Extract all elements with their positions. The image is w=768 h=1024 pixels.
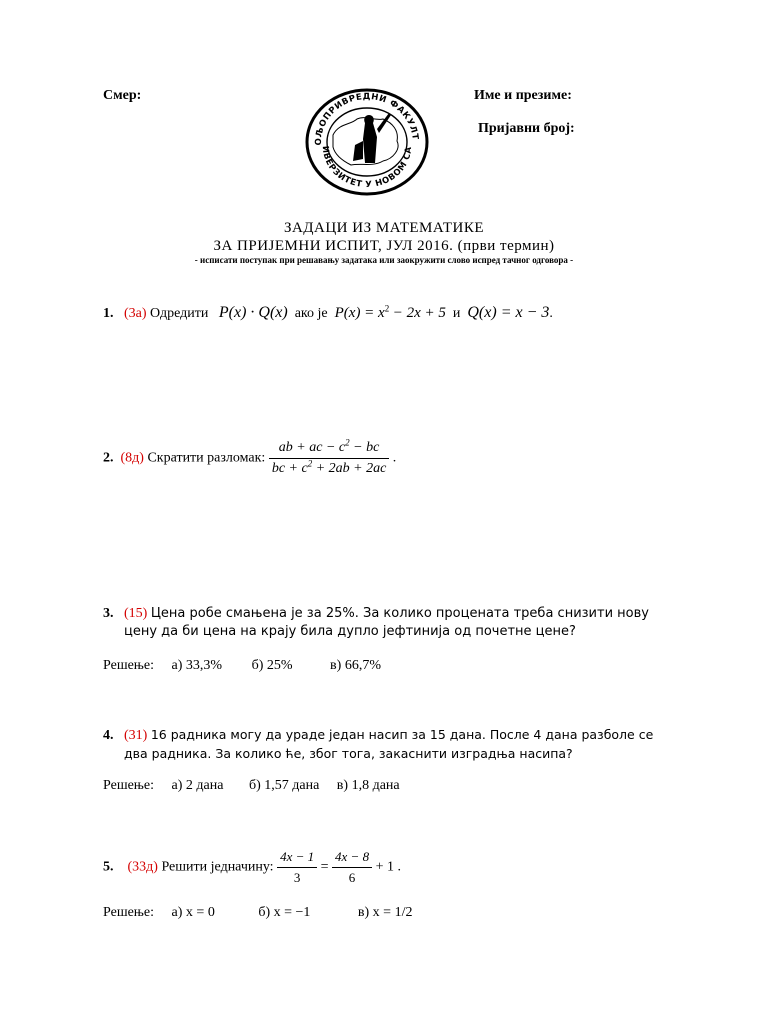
task-text: Решити једначину: (161, 859, 274, 875)
task-number: 2. (103, 450, 114, 466)
page-title-line1: ЗАДАЦИ ИЗ МАТЕМАТИКЕ (283, 220, 485, 236)
task-code: (31) (124, 728, 148, 743)
denominator-a: bc + c (271, 461, 308, 476)
rhs-denominator: 6 (348, 870, 356, 885)
rhs-numerator: 4x − 8 (332, 849, 372, 868)
period: . (392, 450, 397, 466)
period: . (549, 306, 553, 321)
numerator-b: − bc (353, 440, 380, 455)
rhs-fraction (332, 849, 372, 886)
expression-p: P(x) = x (334, 305, 385, 321)
registration-number-label: Пријавни број: (478, 121, 575, 136)
lhs-fraction (277, 849, 317, 886)
task-5-solution (103, 905, 412, 921)
task-text-mid: ако је (294, 306, 328, 321)
solution-label: Решење: (103, 905, 155, 920)
lhs-numerator: 4x − 1 (277, 849, 317, 868)
task-number: 1. (103, 306, 114, 321)
task-5 (103, 849, 401, 886)
period: . (397, 859, 401, 875)
task-code: (3а) (124, 306, 147, 321)
task-1 (103, 304, 553, 322)
option-a[interactable]: а) 2 дана (171, 778, 224, 793)
task-text: Скратити разломак: (147, 450, 266, 466)
exponent: 2 (384, 303, 390, 314)
svg-text:ПОЉОПРИВРЕДНИ ФАКУЛТЕТ (303, 85, 420, 146)
task-number: 4. (103, 728, 114, 743)
page-title-line2: ЗА ПРИЈЕМНИ ИСПИТ, ЈУЛ 2016. (први термин) (213, 238, 555, 254)
task-text-line2: два радника. За колико ће, због тога, закаснити изградња насипа? (124, 746, 573, 761)
task-code: (8д) (120, 450, 144, 466)
fraction-expression (269, 437, 389, 477)
option-c[interactable]: в) 66,7% (330, 658, 381, 673)
instructions-text: - исписати поступак при решавању задатака или заокружити слово испред тачног одговора - (194, 255, 574, 265)
option-c[interactable]: в) x = 1/2 (357, 905, 413, 920)
exponent: 2 (307, 458, 313, 469)
solution-label: Решење: (103, 658, 155, 673)
task-4-solution (103, 778, 400, 794)
smer-label: Смер: (103, 88, 142, 103)
task-text-line1: Цена робе смањена је за 25%. За колико процената треба снизити нову (150, 606, 649, 621)
seal-text-top: ОЉОПРИВРЕДНИ ФАКУЛТ (313, 91, 420, 146)
name-label: Име и презиме: (474, 88, 572, 103)
numerator-a: ab + ac − c (278, 440, 346, 455)
faculty-seal-logo (303, 85, 431, 197)
expression-p-rest: − 2x + 5 (392, 305, 446, 321)
task-4 (103, 727, 663, 761)
task-number: 3. (103, 606, 114, 621)
option-a[interactable]: а) x = 0 (171, 905, 215, 920)
task-number: 5. (103, 859, 114, 875)
equals-sign: = (320, 859, 329, 875)
seal-text-bottom: ИВЕРЗИТЕТ У НОВОМ СА (319, 145, 415, 191)
solution-label: Решење: (103, 778, 155, 793)
conjunction-and: и (452, 306, 461, 321)
lhs-denominator: 3 (293, 870, 301, 885)
expression-product: P(x) · Q(x) (218, 304, 288, 321)
task-text: Одредити (150, 306, 209, 321)
exponent: 2 (345, 437, 350, 448)
task-text-line1: 16 радника могу да ураде један насип за 15 дана. После 4 дана разболе се (150, 727, 654, 742)
option-a[interactable]: а) 33,3% (171, 658, 223, 673)
option-b[interactable]: б) 1,57 дана (248, 778, 320, 793)
expression-q: Q(x) = x − 3 (467, 304, 550, 321)
denominator-b: + 2ab + 2ac (315, 461, 387, 476)
task-text-line2: цену да би цена на крају била дупло јефтинија од почетне цене? (124, 624, 576, 639)
task-3-solution (103, 658, 381, 674)
option-b[interactable]: б) x = −1 (258, 905, 311, 920)
task-2 (103, 437, 397, 477)
option-b[interactable]: б) 25% (251, 658, 293, 673)
rhs-plus-one: + 1 (375, 859, 394, 875)
option-c[interactable]: в) 1,8 дана (336, 778, 400, 793)
task-code: (15) (124, 606, 148, 621)
task-3 (103, 606, 663, 639)
task-code: (33д) (127, 859, 158, 875)
